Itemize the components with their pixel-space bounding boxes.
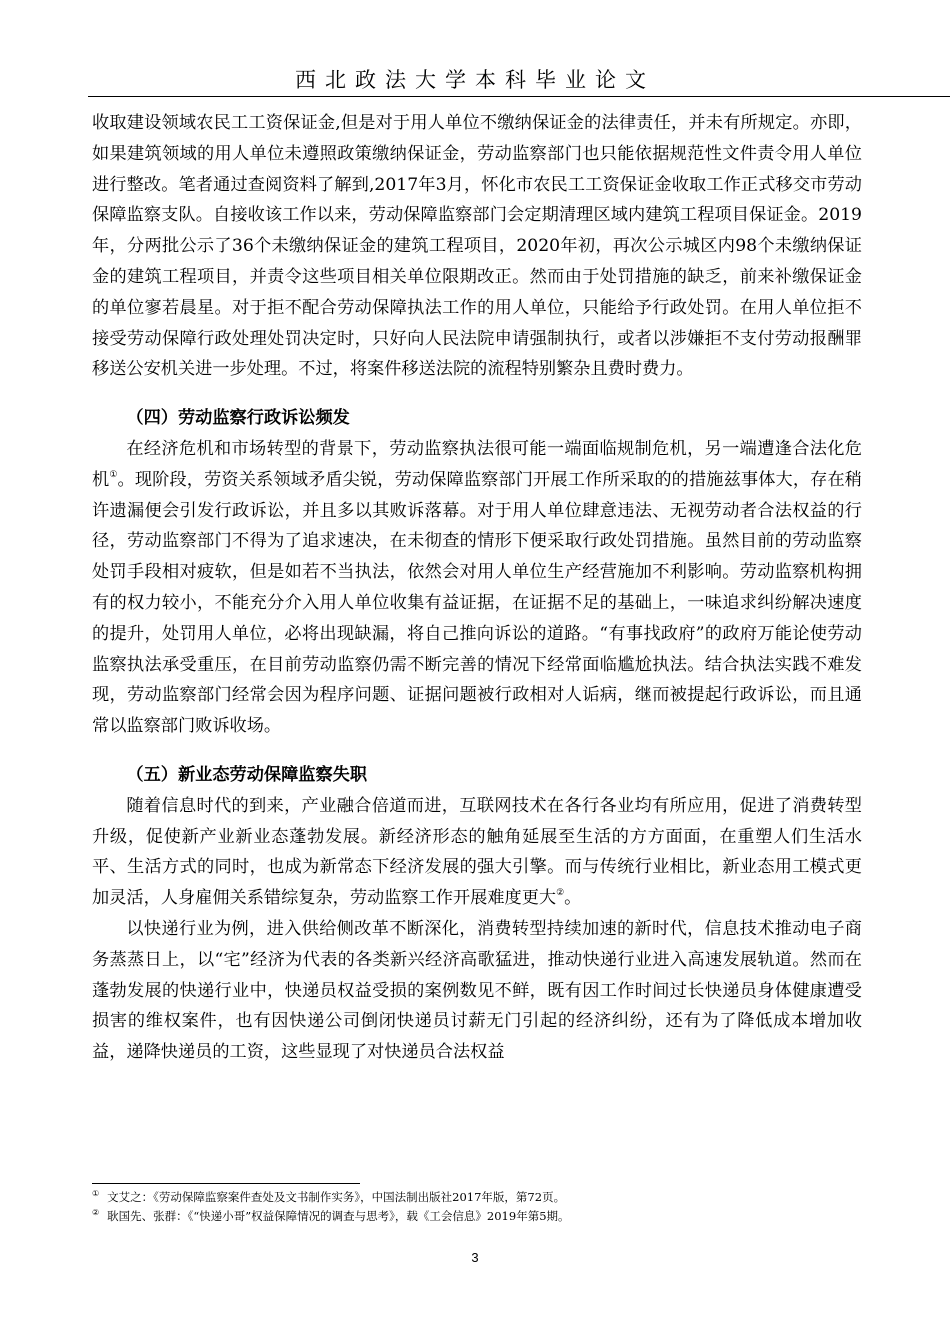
section-4-text-b: 。现阶段，劳资关系领域矛盾尖锐，劳动保障监察部门开展工作所采取的的措施兹事体大，存在稍许遗漏便会引发行政诉讼，并且多以其败诉落幕。对于用人单位肆意违法、无视劳动者合法权益的行径，劳动监察部门不得为了追求速决，在未彻查的情形下便采取行政处罚措施。虽然目前的劳动监察处罚手段相对疲软，但是如若不当执法，依然会对用人单位生产经营施加不利影响。劳动监察机构拥有的权力较小，不能充分介入用人单位收集有益证据，在证据不足的基础上，一味追求纠纷解决速度的提升，处罚用人单位，必将出现缺漏，将自己推向诉讼的道路。“有事找政府”的政府万能论使劳动监察执法承受重压，在目前劳动监察仍需不断完善的情况下经常面临尴尬执法。结合执法实践不难发现，劳动监察部门经常会因为程序问题、证据问题被行政相对人诟病，继而被提起行政诉讼，而且通常以监察部门败诉收场。: [92, 469, 862, 737]
section-5-paragraph-1: [92, 791, 862, 914]
section-gap: [92, 385, 862, 403]
header-title: 西北政法大学本科毕业论文: [295, 68, 655, 92]
page-header: [0, 66, 950, 98]
section-5-paragraph-2: 以快递行业为例，进入供给侧改革不断深化，消费转型持续加速的新时代，信息技术推动电子商务蒸蒸日上，以“宅”经济为代表的各类新兴经济高歌猛进，推动快递行业进入高速发展轨道。然而在蓬勃发展的快递行业中，快递员权益受损的案例数见不鲜，既有因工作时间过长快递员身体健康遭受损害的维权案件，也有因快递公司倒闭快递员讨薪无门引起的经济纠纷，还有为了降低成本增加收益，递降快递员的工资，这些显现了对快递员合法权益: [92, 918, 862, 1063]
footnote-2-text: 耿国先、张群：《“快递小哥”权益保障情况的调查与思考》，载《工会信息》2019年第5期。: [107, 1209, 570, 1223]
footnote-1: [92, 1188, 862, 1207]
header-rule: [88, 96, 950, 97]
section-5-heading: （五）新业态劳动保障监察失职: [126, 764, 368, 785]
footnotes: [92, 1188, 862, 1226]
section-5-text-a: 随着信息时代的到来，产业融合倍道而进，互联网技术在各行各业均有所应用，促进了消费转型升级，促使新产业新业态蓬勃发展。新经济形态的触角延展至生活的方方面面，在重塑人们生活水平、生活方式的同时，也成为新常态下经济发展的强大引擎。而与传统行业相比，新业态用工模式更加灵活，人身雇佣关系错综复杂，劳动监察工作开展难度更大: [92, 795, 862, 909]
intro-paragraph: 收取建设领域农民工工资保证金,但是对于用人单位不缴纳保证金的法律责任，并未有所规定。亦即，如果建筑领域的用人单位未遵照政策缴纳保证金，劳动监察部门也只能依据规范性文件责令用人单位进行整改。笔者通过查阅资料了解到,2017年3月，怀化市农民工工资保证金收取工作正式移交市劳动保障监察支队。自接收该工作以来，劳动保障监察部门会定期清理区域内建筑工程项目保证金。2019年，分两批公示了36个未缴纳保证金的建筑工程项目，2020年初，再次公示城区内98个未缴纳保证金的建筑工程项目，并责令这些项目相关单位限期改正。然而由于处罚措施的缺乏，前来补缴保证金的单位寥若晨星。对于拒不配合劳动保障执法工作的用人单位，只能给予行政处罚。在用人单位拒不接受劳动保障行政处理处罚决定时，只好向人民法院申请强制执行，或者以涉嫌拒不支付劳动报酬罪移送公安机关进一步处理。不过，将案件移送法院的流程特别繁杂且费时费力。: [92, 113, 862, 380]
footnote-rule: [92, 1183, 360, 1184]
footnote-ref-1[interactable]: ①: [109, 469, 118, 480]
section-4-paragraph: [92, 434, 862, 742]
page-number: 3: [471, 1250, 479, 1265]
section-gap: [92, 742, 862, 760]
section-4-text-a: 在经济危机和市场转型的背景下，劳动监察执法很可能一端面临规制危机，另一端遭逢合法化危机: [92, 438, 862, 490]
footnote-1-text: 文艾之：《劳动保障监察案件查处及文书制作实务》，中国法制出版社2017年版，第72页。: [107, 1190, 566, 1204]
footnote-ref-2[interactable]: ②: [556, 888, 565, 899]
body-text: [92, 108, 862, 1068]
footnote-1-mark: ①: [92, 1189, 100, 1198]
footnote-2: [92, 1207, 862, 1226]
footnote-2-mark: ②: [92, 1208, 100, 1217]
section-5-text-b: 。: [564, 888, 582, 909]
section-4-heading: （四）劳动监察行政诉讼频发: [126, 408, 350, 429]
